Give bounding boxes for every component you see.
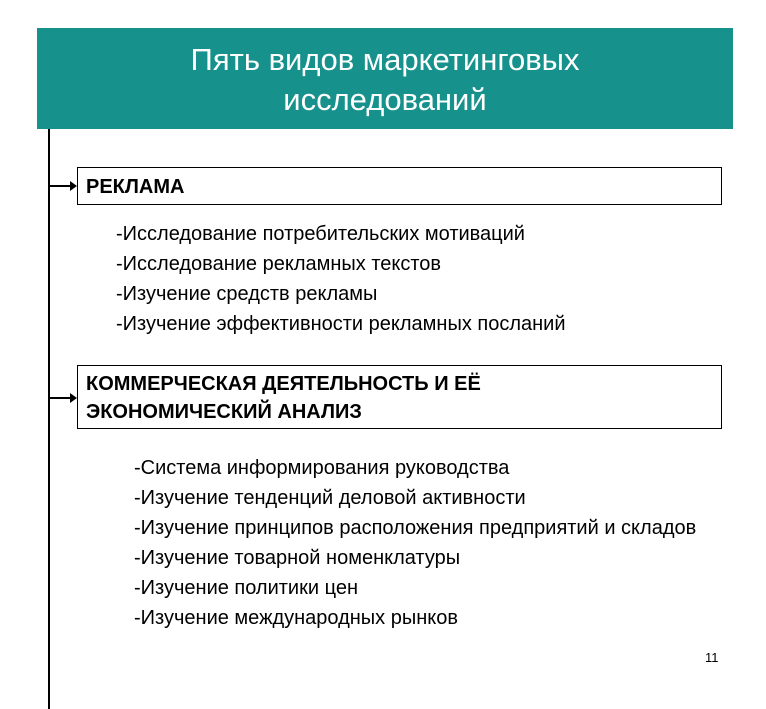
slide-title bbox=[37, 28, 733, 129]
list-item: -Изучение принципов расположения предприятий и складов bbox=[134, 517, 697, 539]
slide-title-line-2: исследований bbox=[283, 82, 487, 117]
advertising-research-list bbox=[116, 219, 566, 339]
section-heading-text: РЕКЛАМА bbox=[86, 176, 185, 198]
section-heading-line-2: ЭКОНОМИЧЕСКИЙ АНАЛИЗ bbox=[86, 401, 362, 423]
list-item: -Изучение политики цен bbox=[134, 577, 358, 599]
list-item: -Исследование рекламных текстов bbox=[116, 253, 442, 275]
list-item: -Изучение товарной номенклатуры bbox=[134, 547, 461, 569]
list-item: -Изучение эффективности рекламных посланий bbox=[116, 313, 566, 335]
list-item: -Система информирования руководства bbox=[134, 457, 510, 479]
slide-title-line-1: Пять видов маркетинговых bbox=[190, 42, 580, 77]
section-heading-commerce bbox=[77, 365, 722, 429]
list-item: -Изучение тенденций деловой активности bbox=[134, 487, 526, 509]
page-number: 11 bbox=[705, 650, 719, 665]
connector-line bbox=[48, 129, 50, 709]
commerce-research-list bbox=[134, 453, 724, 633]
section-heading-line-1: КОММЕРЧЕСКАЯ ДЕЯТЕЛЬНОСТЬ И ЕЁ bbox=[86, 373, 481, 395]
connector-arrow-1 bbox=[48, 185, 75, 187]
section-heading-advertising bbox=[77, 167, 722, 205]
list-item: -Изучение средств рекламы bbox=[116, 283, 378, 305]
list-item: -Изучение международных рынков bbox=[134, 607, 459, 629]
list-item: -Исследование потребительских мотиваций bbox=[116, 223, 525, 245]
connector-arrow-2 bbox=[48, 397, 75, 399]
